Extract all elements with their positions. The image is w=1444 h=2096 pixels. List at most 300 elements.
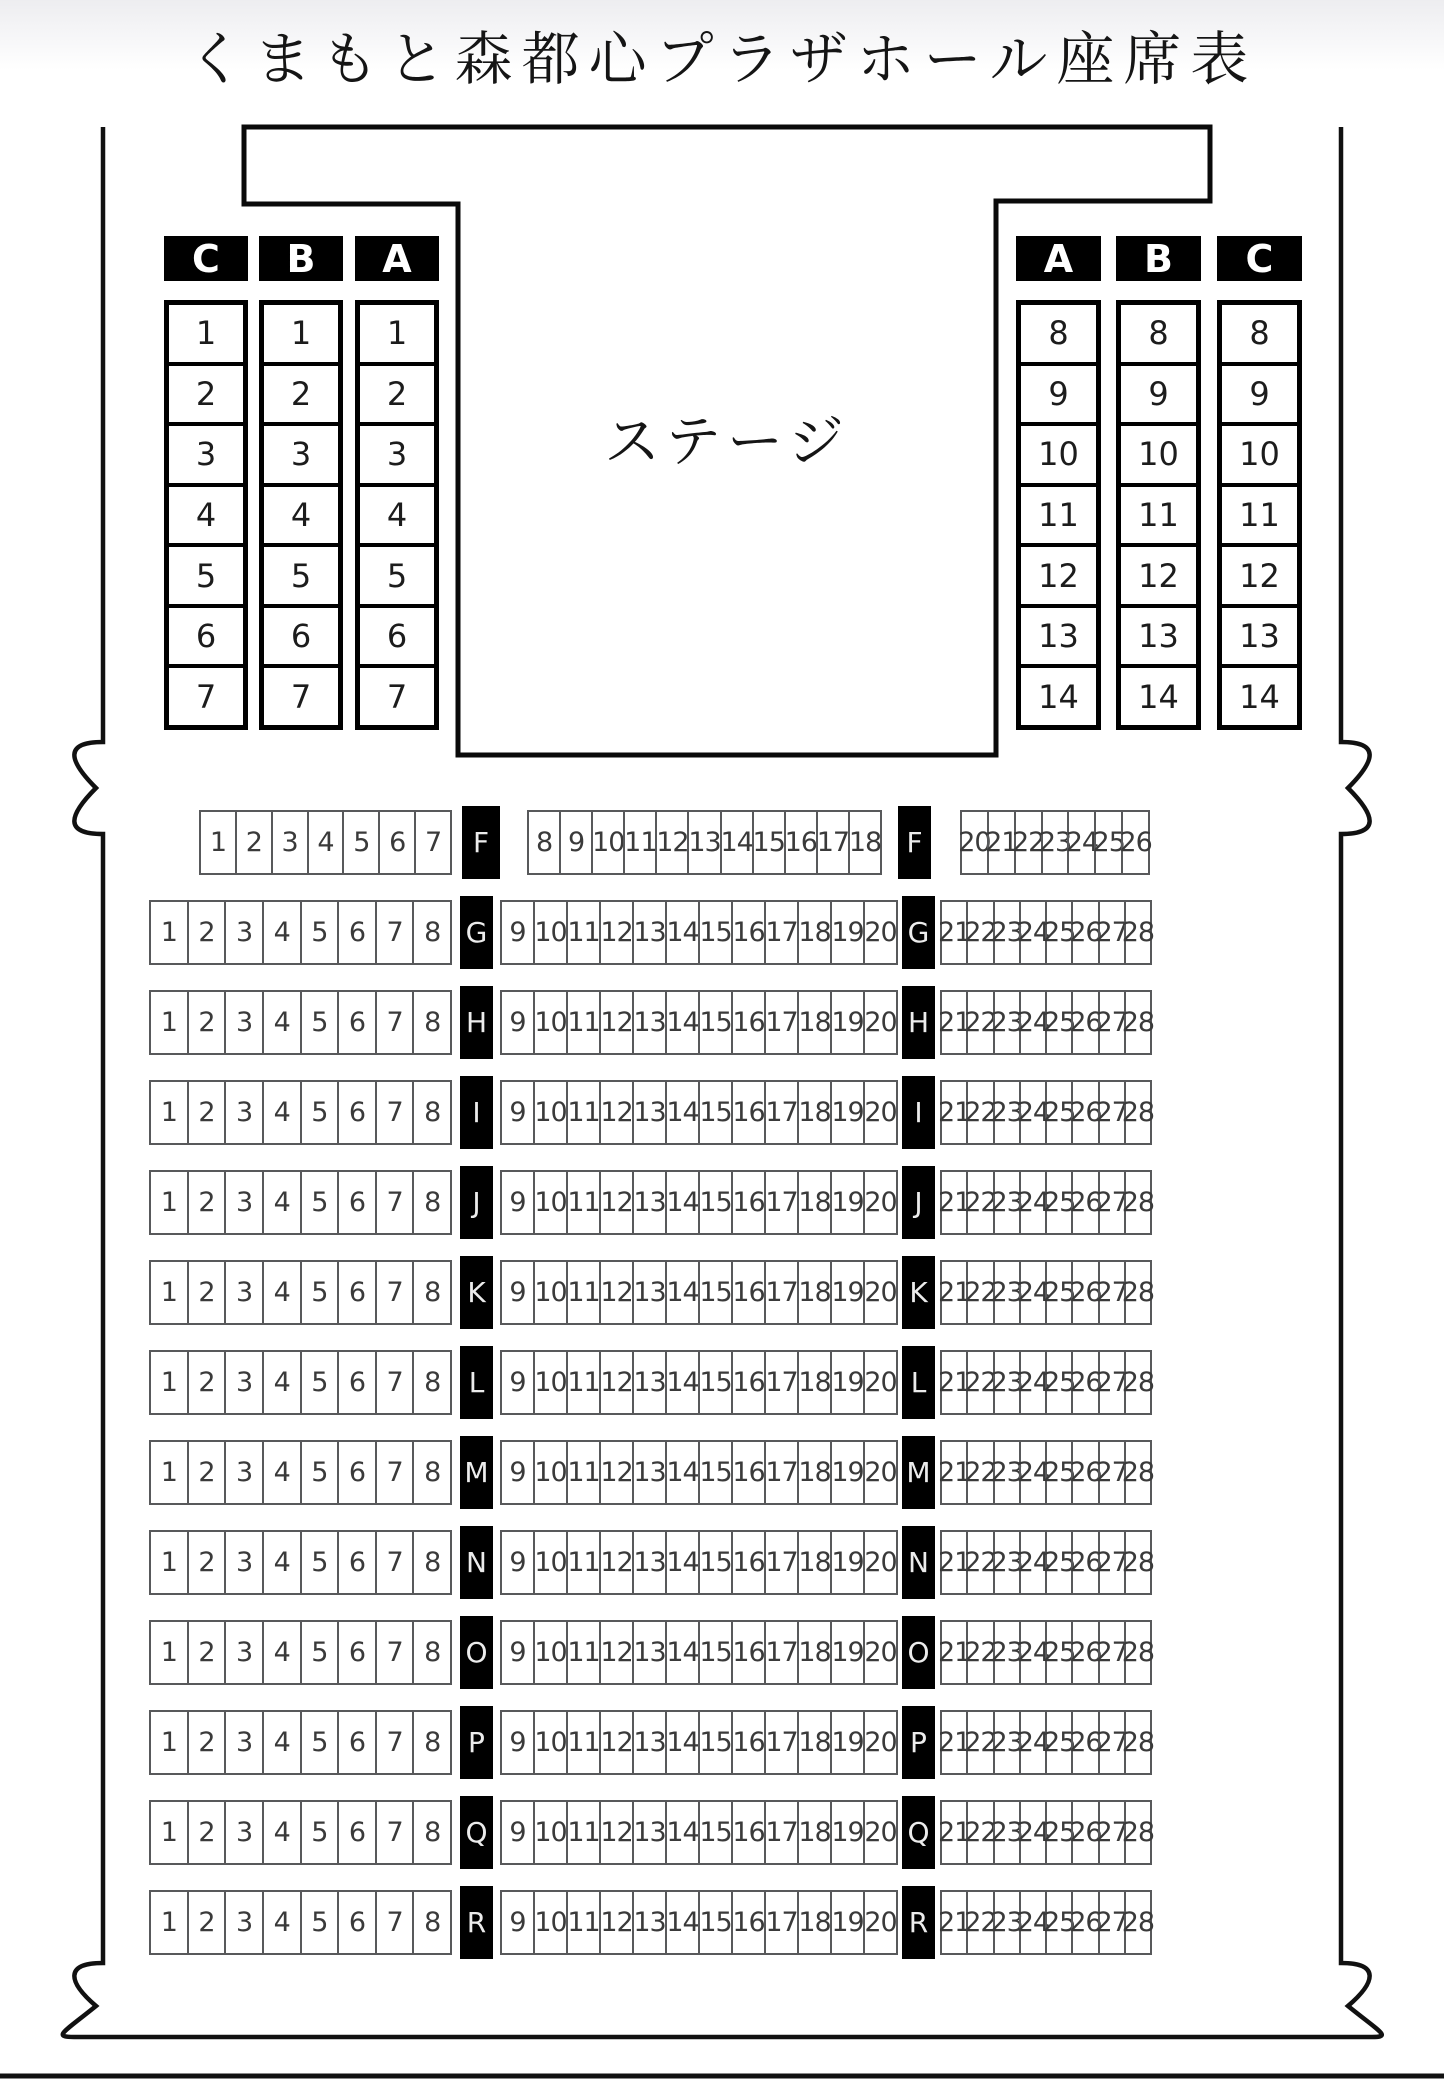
seat-cell: 10 bbox=[533, 1532, 566, 1593]
row-label-N-right: N bbox=[902, 1526, 935, 1599]
seat-cell: 24 bbox=[1019, 992, 1045, 1053]
row-label-I-left: I bbox=[460, 1076, 493, 1149]
column-header-right-B: B bbox=[1116, 236, 1201, 281]
seat-cell: 15 bbox=[752, 812, 784, 873]
seat-cell: 3 bbox=[224, 1892, 262, 1953]
seat-cell: 18 bbox=[797, 1802, 830, 1863]
seat-cell: 1 bbox=[160, 1457, 177, 1488]
seat-cell: 3 bbox=[224, 1532, 262, 1593]
seat-cell: 24 bbox=[1019, 1172, 1045, 1233]
seat-cell: 9 bbox=[509, 1277, 526, 1308]
row-label-M-left: M bbox=[460, 1436, 493, 1509]
row-label-P-left: P bbox=[460, 1706, 493, 1779]
seat-cell: 26 bbox=[1071, 902, 1097, 963]
seat-cell: 26 bbox=[1121, 812, 1148, 873]
row-R-middle-block bbox=[500, 1890, 898, 1955]
seat-cell: 19 bbox=[830, 1892, 863, 1953]
seat-cell: 3 bbox=[271, 812, 307, 873]
seat-cell: 1 bbox=[160, 1187, 177, 1218]
seat-cell: 17 bbox=[764, 1442, 797, 1503]
seat-cell: 16 bbox=[731, 1622, 764, 1683]
seat-cell: 1 bbox=[386, 314, 408, 353]
seat-cell: 6 bbox=[337, 1442, 375, 1503]
row-F-middle-block bbox=[527, 810, 882, 875]
seat-cell: 21 bbox=[937, 1727, 971, 1758]
seat-cell: 28 bbox=[1124, 1622, 1150, 1683]
seat-cell: 24 bbox=[1019, 902, 1045, 963]
row-I-middle-block bbox=[500, 1080, 898, 1145]
column-header-right-A: A bbox=[1016, 236, 1101, 281]
seat-cell: 2 bbox=[187, 1802, 225, 1863]
seat-cell: 25 bbox=[1045, 1712, 1071, 1773]
seat-cell: 21 bbox=[937, 1007, 971, 1038]
row-label-H-right: H bbox=[902, 986, 935, 1059]
row-label-O-left: O bbox=[460, 1616, 493, 1689]
seat-cell: 3 bbox=[224, 992, 262, 1053]
seat-cell: 4 bbox=[262, 1622, 300, 1683]
seat-cell: 28 bbox=[1124, 902, 1150, 963]
seat-cell: 26 bbox=[1071, 1442, 1097, 1503]
seat-cell: 21 bbox=[937, 1277, 971, 1308]
seat-cell: 4 bbox=[262, 1082, 300, 1143]
seat-cell: 8 bbox=[412, 1712, 450, 1773]
seat-cell: 22 bbox=[966, 1802, 992, 1863]
row-O-middle-block bbox=[500, 1620, 898, 1685]
seat-cell: 15 bbox=[698, 1082, 731, 1143]
seat-cell: 4 bbox=[262, 1172, 300, 1233]
seat-cell: 23 bbox=[993, 902, 1019, 963]
seat-cell: 3 bbox=[224, 1172, 262, 1233]
seat-cell: 7 bbox=[360, 664, 434, 725]
seat-cell: 18 bbox=[797, 1442, 830, 1503]
seat-cell: 11 bbox=[1222, 483, 1297, 544]
seat-cell: 3 bbox=[264, 422, 338, 483]
seat-column-right-A bbox=[1016, 300, 1101, 730]
seat-cell: 22 bbox=[966, 1442, 992, 1503]
seat-cell: 20 bbox=[863, 1532, 896, 1593]
seat-cell: 24 bbox=[1019, 1712, 1045, 1773]
seat-cell: 28 bbox=[1124, 1892, 1150, 1953]
row-M-right-block bbox=[937, 1440, 1155, 1505]
seat-cell: 1 bbox=[195, 314, 217, 353]
seat-cell: 14 bbox=[1121, 664, 1196, 725]
seat-cell: 21 bbox=[937, 1097, 971, 1128]
seat-cell: 3 bbox=[224, 1802, 262, 1863]
seat-cell: 5 bbox=[300, 1532, 338, 1593]
seat-cell: 2 bbox=[187, 1082, 225, 1143]
seat-cell: 7 bbox=[375, 902, 413, 963]
row-M-left-block bbox=[149, 1440, 452, 1505]
seat-cell: 4 bbox=[262, 902, 300, 963]
seat-cell: 6 bbox=[360, 604, 434, 665]
seat-cell: 3 bbox=[224, 1712, 262, 1773]
seat-cell: 20 bbox=[863, 1442, 896, 1503]
seat-cell: 28 bbox=[1124, 1082, 1150, 1143]
seat-cell: 16 bbox=[731, 1172, 764, 1233]
seat-cell: 14 bbox=[720, 812, 752, 873]
seat-cell: 3 bbox=[224, 1622, 262, 1683]
seat-cell: 23 bbox=[993, 1442, 1019, 1503]
seat-cell: 4 bbox=[262, 1262, 300, 1323]
seat-cell: 27 bbox=[1098, 1532, 1124, 1593]
seat-cell: 25 bbox=[1045, 1082, 1071, 1143]
seat-cell: 13 bbox=[632, 1532, 665, 1593]
seat-cell: 4 bbox=[169, 483, 243, 544]
seat-cell: 12 bbox=[599, 1262, 632, 1323]
seat-cell: 4 bbox=[307, 812, 343, 873]
seat-cell: 3 bbox=[169, 422, 243, 483]
row-O-right-block bbox=[937, 1620, 1155, 1685]
seat-cell: 7 bbox=[375, 1802, 413, 1863]
seat-cell: 8 bbox=[1048, 314, 1069, 353]
seat-cell: 7 bbox=[264, 664, 338, 725]
seat-cell: 15 bbox=[698, 902, 731, 963]
seat-cell: 26 bbox=[1071, 1172, 1097, 1233]
row-L-left-block bbox=[149, 1350, 452, 1415]
seat-cell: 10 bbox=[533, 1262, 566, 1323]
seat-cell: 3 bbox=[224, 1262, 262, 1323]
row-label-N-left: N bbox=[460, 1526, 493, 1599]
row-label-Q-left: Q bbox=[460, 1796, 493, 1869]
seat-cell: 20 bbox=[863, 1082, 896, 1143]
seat-cell: 5 bbox=[300, 1082, 338, 1143]
row-F-left-block bbox=[199, 810, 452, 875]
seat-cell: 7 bbox=[375, 1352, 413, 1413]
row-I-left-block bbox=[149, 1080, 452, 1145]
row-label-K-right: K bbox=[902, 1256, 935, 1329]
seat-cell: 23 bbox=[993, 1172, 1019, 1233]
seat-cell: 2 bbox=[187, 1172, 225, 1233]
seat-cell: 13 bbox=[687, 812, 719, 873]
seat-cell: 21 bbox=[987, 812, 1014, 873]
seat-cell: 9 bbox=[559, 812, 591, 873]
seat-cell: 2 bbox=[187, 1712, 225, 1773]
seat-cell: 2 bbox=[235, 812, 271, 873]
row-J-middle-block bbox=[500, 1170, 898, 1235]
seat-cell: 18 bbox=[797, 1712, 830, 1773]
seat-cell: 25 bbox=[1045, 1172, 1071, 1233]
seat-cell: 12 bbox=[599, 902, 632, 963]
seat-cell: 25 bbox=[1045, 1442, 1071, 1503]
seat-cell: 18 bbox=[797, 1172, 830, 1233]
seat-cell: 19 bbox=[830, 1802, 863, 1863]
seat-cell: 13 bbox=[632, 902, 665, 963]
seat-cell: 9 bbox=[509, 1457, 526, 1488]
seat-cell: 16 bbox=[784, 812, 816, 873]
seat-cell: 16 bbox=[731, 1442, 764, 1503]
seat-cell: 6 bbox=[337, 1802, 375, 1863]
seat-cell: 4 bbox=[262, 1352, 300, 1413]
seat-cell: 5 bbox=[360, 543, 434, 604]
seat-cell: 21 bbox=[937, 1187, 971, 1218]
seat-cell: 7 bbox=[169, 664, 243, 725]
seat-cell: 4 bbox=[264, 483, 338, 544]
seat-cell: 2 bbox=[187, 1892, 225, 1953]
row-M-middle-block bbox=[500, 1440, 898, 1505]
seat-cell: 22 bbox=[966, 1532, 992, 1593]
seat-cell: 15 bbox=[698, 1712, 731, 1773]
seat-cell: 27 bbox=[1098, 1172, 1124, 1233]
seat-cell: 27 bbox=[1098, 1352, 1124, 1413]
seat-cell: 5 bbox=[300, 992, 338, 1053]
seat-cell: 7 bbox=[375, 1442, 413, 1503]
seat-cell: 16 bbox=[731, 1712, 764, 1773]
seat-cell: 6 bbox=[337, 992, 375, 1053]
seat-cell: 6 bbox=[337, 1532, 375, 1593]
seat-cell: 5 bbox=[264, 543, 338, 604]
seat-cell: 23 bbox=[993, 1262, 1019, 1323]
seat-cell: 15 bbox=[698, 1532, 731, 1593]
seat-cell: 8 bbox=[412, 1082, 450, 1143]
seat-cell: 23 bbox=[993, 1352, 1019, 1413]
seat-cell: 20 bbox=[863, 1802, 896, 1863]
seat-cell: 1 bbox=[160, 1007, 177, 1038]
seat-cell: 17 bbox=[764, 1082, 797, 1143]
seat-cell: 12 bbox=[599, 1802, 632, 1863]
seat-cell: 28 bbox=[1124, 992, 1150, 1053]
seat-cell: 26 bbox=[1071, 992, 1097, 1053]
seat-cell: 12 bbox=[599, 1082, 632, 1143]
seat-cell: 23 bbox=[993, 992, 1019, 1053]
seat-cell: 2 bbox=[187, 1622, 225, 1683]
seat-cell: 10 bbox=[533, 1712, 566, 1773]
seat-cell: 5 bbox=[300, 902, 338, 963]
seat-cell: 3 bbox=[224, 1352, 262, 1413]
seat-cell: 24 bbox=[1019, 1802, 1045, 1863]
seat-cell: 7 bbox=[375, 1262, 413, 1323]
seat-cell: 11 bbox=[623, 812, 655, 873]
seat-cell: 7 bbox=[375, 1622, 413, 1683]
seat-cell: 27 bbox=[1098, 1622, 1124, 1683]
seat-cell: 20 bbox=[863, 1352, 896, 1413]
seat-cell: 17 bbox=[816, 812, 848, 873]
seat-cell: 27 bbox=[1098, 1892, 1124, 1953]
row-K-left-block bbox=[149, 1260, 452, 1325]
seat-cell: 10 bbox=[533, 1622, 566, 1683]
row-label-Q-right: Q bbox=[902, 1796, 935, 1869]
seat-cell: 22 bbox=[966, 1082, 992, 1143]
seat-cell: 6 bbox=[337, 1622, 375, 1683]
seat-cell: 11 bbox=[566, 902, 599, 963]
seat-cell: 8 bbox=[535, 827, 553, 858]
seat-cell: 18 bbox=[797, 1532, 830, 1593]
seat-cell: 2 bbox=[187, 1532, 225, 1593]
seat-cell: 9 bbox=[509, 1187, 526, 1218]
seat-cell: 16 bbox=[731, 1262, 764, 1323]
seat-cell: 15 bbox=[698, 1802, 731, 1863]
seat-cell: 20 bbox=[958, 827, 991, 858]
seat-cell: 8 bbox=[412, 902, 450, 963]
seat-cell: 9 bbox=[509, 1547, 526, 1578]
seat-cell: 16 bbox=[731, 1892, 764, 1953]
seat-cell: 25 bbox=[1045, 1532, 1071, 1593]
row-H-middle-block bbox=[500, 990, 898, 1055]
row-label-H-left: H bbox=[460, 986, 493, 1059]
seat-cell: 14 bbox=[665, 1802, 698, 1863]
seat-cell: 18 bbox=[797, 1352, 830, 1413]
seat-cell: 5 bbox=[300, 1802, 338, 1863]
seat-cell: 23 bbox=[993, 1532, 1019, 1593]
seat-cell: 8 bbox=[412, 1172, 450, 1233]
seat-cell: 14 bbox=[665, 1712, 698, 1773]
seat-cell: 7 bbox=[375, 1082, 413, 1143]
seat-cell: 1 bbox=[160, 1637, 177, 1668]
seat-cell: 7 bbox=[375, 1532, 413, 1593]
seat-column-left-C bbox=[164, 300, 248, 730]
seat-cell: 15 bbox=[698, 1172, 731, 1233]
row-Q-middle-block bbox=[500, 1800, 898, 1865]
page-title: くまもと森都心プラザホール座席表 bbox=[186, 25, 1258, 93]
seat-cell: 1 bbox=[160, 1097, 177, 1128]
seat-cell: 5 bbox=[300, 1712, 338, 1773]
seat-column-right-C bbox=[1217, 300, 1302, 730]
seat-cell: 7 bbox=[375, 1712, 413, 1773]
row-R-right-block bbox=[937, 1890, 1155, 1955]
seat-cell: 20 bbox=[863, 1712, 896, 1773]
seat-cell: 15 bbox=[698, 1352, 731, 1413]
seat-cell: 17 bbox=[764, 1712, 797, 1773]
seat-cell: 11 bbox=[566, 1172, 599, 1233]
seat-cell: 11 bbox=[1021, 483, 1096, 544]
row-label-G-right: G bbox=[902, 896, 935, 969]
seat-cell: 1 bbox=[160, 1277, 177, 1308]
seat-cell: 6 bbox=[337, 1082, 375, 1143]
seat-cell: 18 bbox=[797, 1622, 830, 1683]
row-J-left-block bbox=[149, 1170, 452, 1235]
row-F-right-block bbox=[960, 810, 1150, 875]
seat-cell: 23 bbox=[993, 1712, 1019, 1773]
seat-cell: 15 bbox=[698, 1442, 731, 1503]
row-K-right-block bbox=[937, 1260, 1155, 1325]
seat-cell: 12 bbox=[599, 1892, 632, 1953]
seat-cell: 18 bbox=[797, 1892, 830, 1953]
seat-cell: 3 bbox=[224, 1082, 262, 1143]
seat-cell: 28 bbox=[1124, 1172, 1150, 1233]
seat-cell: 6 bbox=[337, 1262, 375, 1323]
seat-cell: 20 bbox=[863, 1892, 896, 1953]
seat-cell: 19 bbox=[830, 992, 863, 1053]
seat-cell: 13 bbox=[632, 1622, 665, 1683]
seat-cell: 12 bbox=[599, 992, 632, 1053]
seat-cell: 6 bbox=[337, 1892, 375, 1953]
seat-cell: 9 bbox=[509, 1367, 526, 1398]
row-K-middle-block bbox=[500, 1260, 898, 1325]
seat-cell: 22 bbox=[966, 1622, 992, 1683]
seat-cell: 23 bbox=[993, 1802, 1019, 1863]
seat-cell: 18 bbox=[797, 992, 830, 1053]
seat-cell: 28 bbox=[1124, 1802, 1150, 1863]
seat-cell: 27 bbox=[1098, 1442, 1124, 1503]
row-H-left-block bbox=[149, 990, 452, 1055]
seat-cell: 20 bbox=[863, 1172, 896, 1233]
row-P-right-block bbox=[937, 1710, 1155, 1775]
row-J-right-block bbox=[937, 1170, 1155, 1235]
row-N-left-block bbox=[149, 1530, 452, 1595]
seat-cell: 17 bbox=[764, 1262, 797, 1323]
seat-cell: 5 bbox=[300, 1172, 338, 1233]
seat-cell: 11 bbox=[1121, 483, 1196, 544]
seat-cell: 10 bbox=[533, 1352, 566, 1413]
seat-cell: 22 bbox=[966, 902, 992, 963]
seat-cell: 11 bbox=[566, 1712, 599, 1773]
seat-cell: 23 bbox=[993, 1082, 1019, 1143]
seat-cell: 14 bbox=[665, 1262, 698, 1323]
seat-cell: 4 bbox=[360, 483, 434, 544]
seat-cell: 14 bbox=[665, 1532, 698, 1593]
seat-cell: 25 bbox=[1045, 1802, 1071, 1863]
row-label-I-right: I bbox=[902, 1076, 935, 1149]
seat-cell: 14 bbox=[665, 902, 698, 963]
seat-cell: 22 bbox=[966, 1172, 992, 1233]
seat-cell: 27 bbox=[1098, 1802, 1124, 1863]
seat-cell: 15 bbox=[698, 1892, 731, 1953]
seat-cell: 25 bbox=[1094, 812, 1121, 873]
seat-cell: 17 bbox=[764, 902, 797, 963]
seat-cell: 12 bbox=[599, 1442, 632, 1503]
seat-cell: 10 bbox=[533, 1172, 566, 1233]
seat-cell: 10 bbox=[1121, 422, 1196, 483]
seat-cell: 8 bbox=[412, 1352, 450, 1413]
seat-cell: 1 bbox=[160, 1367, 177, 1398]
seat-cell: 11 bbox=[566, 1532, 599, 1593]
seat-cell: 5 bbox=[300, 1892, 338, 1953]
seat-cell: 16 bbox=[731, 1082, 764, 1143]
seat-cell: 10 bbox=[533, 902, 566, 963]
row-label-G-left: G bbox=[460, 896, 493, 969]
seat-cell: 20 bbox=[863, 902, 896, 963]
seat-cell: 21 bbox=[937, 1907, 971, 1938]
seat-cell: 19 bbox=[830, 1262, 863, 1323]
seat-cell: 21 bbox=[937, 1637, 971, 1668]
seat-cell: 11 bbox=[566, 1082, 599, 1143]
seat-cell: 13 bbox=[632, 1262, 665, 1323]
seat-cell: 24 bbox=[1019, 1352, 1045, 1413]
seat-cell: 14 bbox=[665, 1082, 698, 1143]
seat-cell: 8 bbox=[412, 1532, 450, 1593]
seat-column-left-A bbox=[355, 300, 439, 730]
seat-cell: 2 bbox=[187, 902, 225, 963]
seat-cell: 15 bbox=[698, 1622, 731, 1683]
seat-cell: 12 bbox=[599, 1712, 632, 1773]
seat-cell: 17 bbox=[764, 1622, 797, 1683]
seat-cell: 26 bbox=[1071, 1712, 1097, 1773]
seat-cell: 9 bbox=[509, 1817, 526, 1848]
seat-cell: 26 bbox=[1071, 1532, 1097, 1593]
seat-cell: 24 bbox=[1019, 1262, 1045, 1323]
seat-cell: 5 bbox=[300, 1622, 338, 1683]
row-label-L-right: L bbox=[902, 1346, 935, 1419]
seat-cell: 22 bbox=[966, 992, 992, 1053]
seat-cell: 4 bbox=[262, 1442, 300, 1503]
seat-cell: 7 bbox=[414, 812, 450, 873]
column-header-right-C: C bbox=[1217, 236, 1302, 281]
seat-cell: 21 bbox=[937, 1457, 971, 1488]
seat-cell: 12 bbox=[599, 1352, 632, 1413]
seat-cell: 8 bbox=[412, 1802, 450, 1863]
seat-cell: 19 bbox=[830, 1172, 863, 1233]
seat-cell: 2 bbox=[169, 362, 243, 423]
row-P-middle-block bbox=[500, 1710, 898, 1775]
seat-cell: 23 bbox=[993, 1892, 1019, 1953]
seat-cell: 12 bbox=[655, 812, 687, 873]
seat-cell: 9 bbox=[509, 1907, 526, 1938]
row-label-P-right: P bbox=[902, 1706, 935, 1779]
seat-cell: 11 bbox=[566, 1892, 599, 1953]
seat-cell: 17 bbox=[764, 1802, 797, 1863]
seat-cell: 6 bbox=[337, 1352, 375, 1413]
seat-cell: 9 bbox=[509, 1727, 526, 1758]
seat-cell: 25 bbox=[1045, 992, 1071, 1053]
